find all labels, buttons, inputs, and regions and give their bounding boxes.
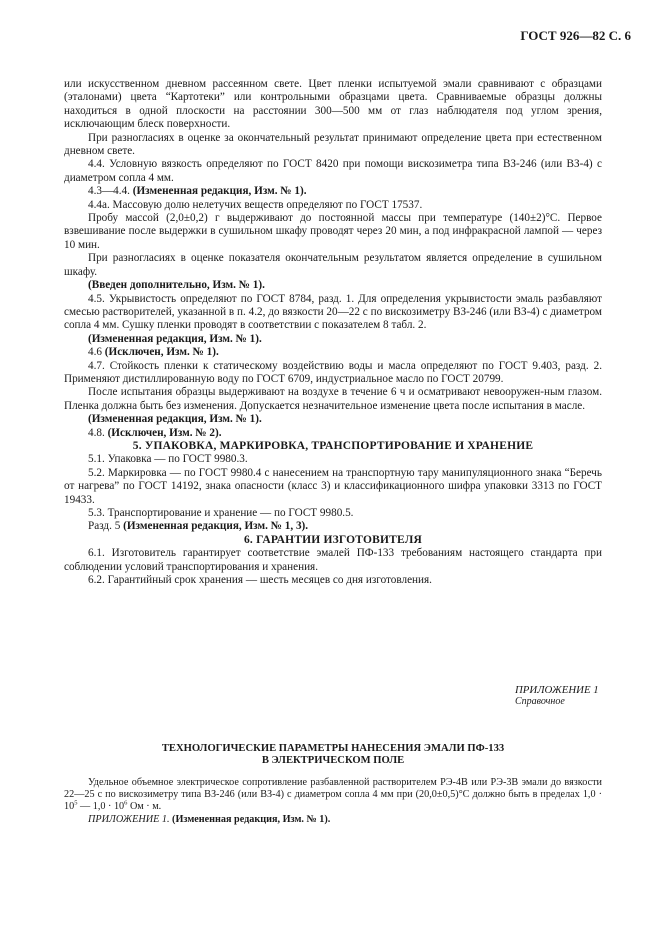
- amendment-note: (Измененная редакция, Изм. № 1, 3).: [123, 520, 309, 533]
- amendment-note: (Измененная редакция, Изм. № 1).: [88, 332, 262, 345]
- paragraph: 4.7. Стойкость пленки к статическому воздействию воды и масла определяют по ГОСТ 9.403, разд. 2. Применяют дистиллированную воду по ГОСТ 6709, индустриальное масло по ГОСТ 20799.: [64, 359, 602, 385]
- appendix-note: [64, 814, 602, 826]
- amendment-note: (Введен дополнительно, Изм. № 1).: [88, 279, 265, 292]
- amendment-note: (Измененная редакция, Изм. № 1).: [172, 813, 331, 825]
- paragraph: 6.1. Изготовитель гарантирует соответствие эмалей ПФ-133 требованиям настоящего стандарта при соблюдении условий транспортирования и хранения.: [64, 547, 602, 573]
- clause-number: 4.6: [88, 346, 102, 359]
- paragraph: 5.2. Маркировка — по ГОСТ 9980.4 с нанесением на транспортную тару манипуляционного знака “Беречь от нагрева” по ГОСТ 14192, знака опасности (класс 3) и классификационного шифра упаковки 3313 по ГОСТ 19433.: [64, 466, 602, 506]
- appendix-text: — 1,0 · 10: [77, 801, 125, 813]
- clause-number: 4.3—4.4.: [88, 185, 130, 198]
- paragraph: После испытания образцы выдерживают на воздухе в течение 6 ч и осматривают невооружен-ным глазом. Пленка должна быть без изменения. Допускается незначительное изменение цвета после испытания в масле.: [64, 386, 602, 412]
- paragraph: Пробу массой (2,0±0,2) г выдерживают до постоянной массы при температуре (140±2)°С. Первое взвешивание после выдержки в сушильном шкафу проводят через 20 мин, а под инфракрасной лампой — через 10 мин.: [64, 212, 602, 251]
- appendix-body: [64, 777, 602, 826]
- paragraph: 4.4а. Массовую долю нелетучих веществ определяют по ГОСТ 17537.: [88, 198, 423, 211]
- exponent: 5: [74, 800, 78, 808]
- appendix-type: Справочное: [515, 696, 565, 707]
- paragraph: 5.3. Транспортирование и хранение — по ГОСТ 9980.5.: [88, 507, 354, 519]
- appendix-title-line: ТЕХНОЛОГИЧЕСКИЕ ПАРАМЕТРЫ НАНЕСЕНИЯ ЭМАЛИ ПФ-133: [161, 743, 505, 754]
- section-5-title: 5. УПАКОВКА, МАРКИРОВКА, ТРАНСПОРТИРОВАНИЕ И ХРАНЕНИЕ: [132, 439, 534, 452]
- amendment-note: (Исключен, Изм. № 2).: [107, 426, 222, 439]
- paragraph: [64, 346, 602, 359]
- paragraph: 6.2. Гарантийный срок хранения — шесть месяцев со дня изготовления.: [88, 574, 432, 587]
- appendix-text: Удельное объемное электрическое сопротивление разбавленной растворителем РЭ-4В или РЭ-3В эмали до вязкости 22—25 с по вискозиметру типа ВЗ-246 (или ВЗ-4) с диаметром сопла 4 мм при (20,0±0,5)°С должно быть в пределах 1,0 · 10: [64, 777, 602, 813]
- amendment-note: (Измененная редакция, Изм. № 1).: [132, 185, 307, 198]
- paragraph: При разногласиях в оценке показателя окончательным результатом является определение в сушильном шкафу.: [64, 252, 602, 278]
- exponent: 6: [124, 800, 128, 808]
- paragraph: При разногласиях в оценке за окончательный результат принимают определение цвета при естественном дневном свете.: [64, 131, 602, 158]
- appendix-title-line: В ЭЛЕКТРИЧЕСКОМ ПОЛЕ: [261, 755, 405, 766]
- section-6-title: 6. ГАРАНТИИ ИЗГОТОВИТЕЛЯ: [243, 533, 423, 546]
- appendix-label: [515, 684, 599, 708]
- appendix-number: ПРИЛОЖЕНИЕ 1: [515, 684, 599, 696]
- paragraph: [64, 777, 602, 814]
- appendix-note-label: ПРИЛОЖЕНИЕ 1.: [88, 813, 170, 825]
- paragraph: 4.5. Укрывистость определяют по ГОСТ 8784, разд. 1. Для определения укрывистости эмаль разбавляют смесью растворителей, указанной в п. 4.2, до вязкости 20—22 с по вискозиметру ВЗ-246 (или ВЗ-4) с диаметром сопла 4 мм. Сушку пленки проводят в соответствии с показателем 8 табл. 2.: [64, 292, 602, 332]
- amendment-note: (Исключен, Изм. № 1).: [104, 346, 219, 359]
- page-header: ГОСТ 926—82 С. 6: [520, 28, 631, 43]
- paragraph: 4.4. Условную вязкость определяют по ГОСТ 8420 при помощи вискозиметра типа ВЗ-246 (или ВЗ-4) с диаметром сопла 4 мм.: [64, 158, 602, 184]
- paragraph: [64, 185, 602, 198]
- paragraph: или искусственном дневном рассеянном свете. Цвет пленки испытуемой эмали сравнивают с образцами (эталонами) цвета “Картотеки” или контрольными образцами цвета. Сравниваемые образцы должны находиться в одной плоскости на расстоянии 300—500 мм от глаз наблюдателя под углом зрения, исключающим блеск поверхности.: [64, 78, 602, 131]
- unit-text: Ом · м.: [127, 801, 162, 813]
- paragraph: [64, 520, 602, 533]
- main-text: [64, 78, 602, 587]
- amendment-note: (Измененная редакция, Изм. № 1).: [88, 413, 262, 426]
- paragraph: 5.1. Упаковка — по ГОСТ 9980.3.: [88, 453, 248, 466]
- clause-number: 4.8.: [88, 426, 105, 439]
- paragraph: [64, 427, 602, 440]
- appendix-title: [64, 743, 602, 767]
- clause-number: Разд. 5: [88, 520, 121, 533]
